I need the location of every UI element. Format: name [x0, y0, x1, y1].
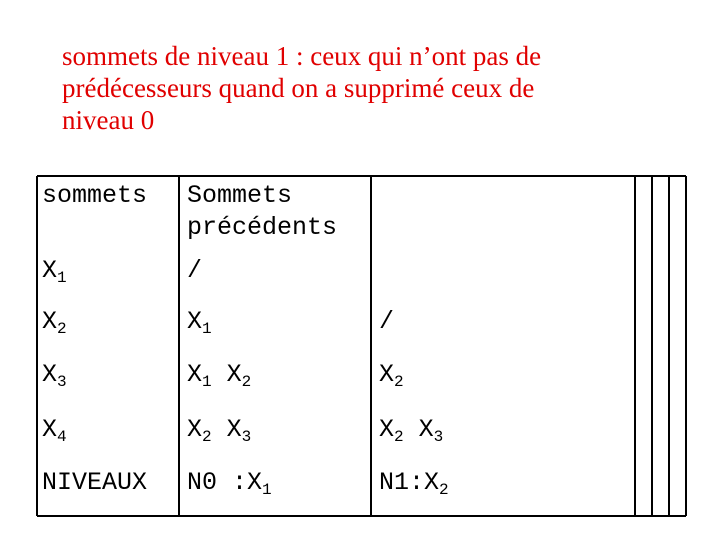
heading-line-3: niveau 0: [62, 105, 155, 135]
row-3-vertex: $X_3$: [42, 360, 67, 391]
row-1-predecessors: /: [187, 256, 203, 285]
row-1-vertex: $X_1$: [42, 256, 67, 287]
row-3-level-column: $X_2$: [379, 360, 404, 391]
niveaux-label: NIVEAUX: [42, 468, 148, 497]
niveaux-level-1: $N1:X_2$: [379, 468, 449, 499]
header-sommets-precedents-line1: Sommets: [187, 181, 293, 210]
header-sommets-precedents-line2: précédents: [187, 213, 338, 242]
row-4-vertex: $X_4$: [42, 415, 67, 446]
heading-line-1: sommets de niveau 1 : ceux qui n’ont pas de: [62, 41, 542, 71]
header-sommets: sommets: [42, 181, 148, 210]
niveaux-level-0: N0 $:X_1$: [187, 468, 272, 499]
row-4-predecessors: $X_2$ $X_3$: [187, 415, 252, 446]
row-2-level-column: /: [379, 307, 395, 336]
row-3-predecessors: $X_1$ $X_2$: [187, 360, 252, 391]
row-2-vertex: $X_2$: [42, 307, 67, 338]
row-4-level-column: $X_2$ $X_3$: [379, 415, 444, 446]
row-2-predecessors: $X_1$: [187, 307, 212, 338]
heading-line-2: prédécesseurs quand on a supprimé ceux de: [62, 73, 535, 103]
